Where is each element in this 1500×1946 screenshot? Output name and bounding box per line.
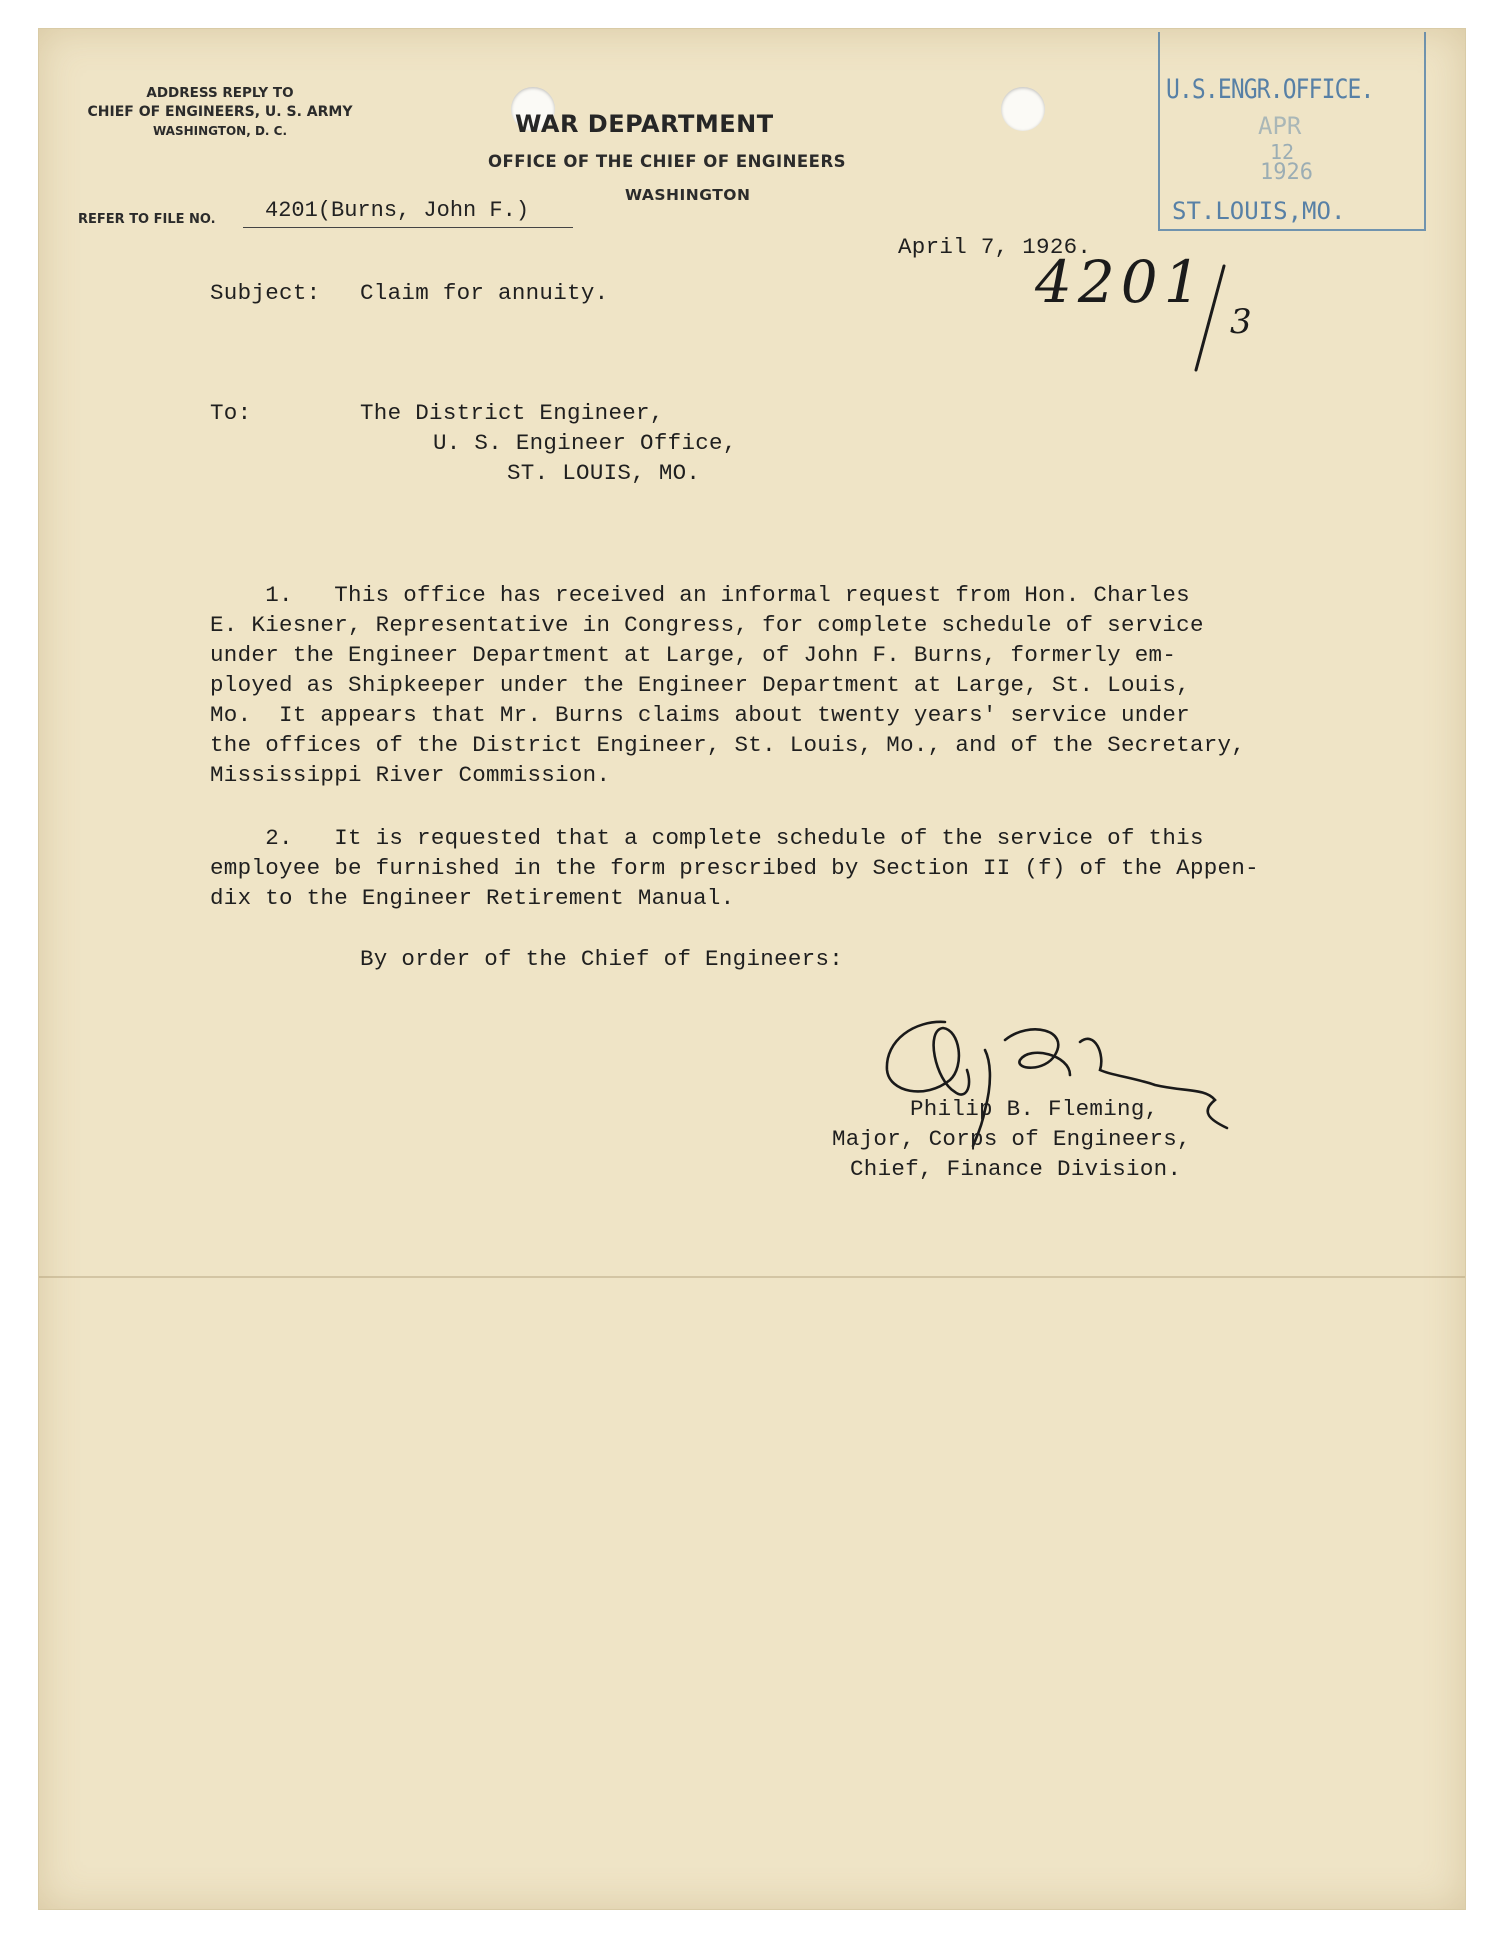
paragraph-line: E. Kiesner, Representative in Congress, for complete schedule of service [210,612,1204,638]
addressee-line: The District Engineer, [360,400,664,426]
signatory-name: Philip B. Fleming, [910,1096,1159,1122]
paragraph-line: employee be furnished in the form prescribed by Section II (f) of the Appen- [210,855,1259,881]
handwritten-slash [1180,258,1260,378]
address-reply-line: WASHINGTON, D. C. [152,124,288,138]
addressee-line: U. S. Engineer Office, [433,430,737,456]
letter-date: April 7, 1926. [898,234,1092,260]
stamp-year: 1926 [1260,160,1313,185]
file-number-value: 4201(Burns, John F.) [243,198,573,228]
stamp-location: ST.LOUIS,MO. [1172,197,1346,225]
paragraph-line: Mo. It appears that Mr. Burns claims about twenty years' service under [210,702,1190,728]
paragraph-line: ployed as Shipkeeper under the Engineer Department at Large, St. Louis, [210,672,1190,698]
addressee-line: ST. LOUIS, MO. [507,460,701,486]
received-stamp [1158,32,1426,231]
letterhead-title: WAR DEPARTMENT [515,110,774,138]
file-number-label: REFER TO FILE NO. [78,212,216,227]
paragraph-line: 2. It is requested that a complete schedule of the service of this [210,825,1204,851]
subject-label: Subject: [210,280,321,306]
letterhead-subtitle: OFFICE OF THE CHIEF OF ENGINEERS [488,152,847,171]
handwritten-suffix: 3 [1230,302,1252,342]
signatory-title: Chief, Finance Division. [850,1156,1182,1182]
to-label: To: [210,400,252,426]
address-reply-block [70,84,370,141]
paragraph-line: under the Engineer Department at Large, of John F. Burns, formerly em- [210,642,1177,668]
stamp-day: 12 [1270,140,1295,164]
paragraph-line: 1. This office has received an informal request from Hon. Charles [210,582,1190,608]
paragraph-line: the offices of the District Engineer, St. Louis, Mo., and of the Secretary, [210,732,1246,758]
address-reply-line: ADDRESS REPLY TO [146,85,294,101]
stamp-office: U.S.ENGR.OFFICE. [1166,74,1374,105]
closing-line: By order of the Chief of Engineers: [360,946,844,972]
fold-crease [39,1276,1465,1278]
signatory-rank: Major, Corps of Engineers, [832,1126,1191,1152]
handwritten-file-number: 4201 [1035,248,1207,316]
paragraph-line: Mississippi River Commission. [210,762,611,788]
letterhead-city: WASHINGTON [625,186,751,204]
address-reply-line: CHIEF OF ENGINEERS, U. S. ARMY [87,104,353,120]
stamp-month: APR [1258,112,1302,140]
subject-value: Claim for annuity. [360,280,609,306]
paragraph-line: dix to the Engineer Retirement Manual. [210,885,735,911]
punch-hole-right [1001,87,1045,131]
